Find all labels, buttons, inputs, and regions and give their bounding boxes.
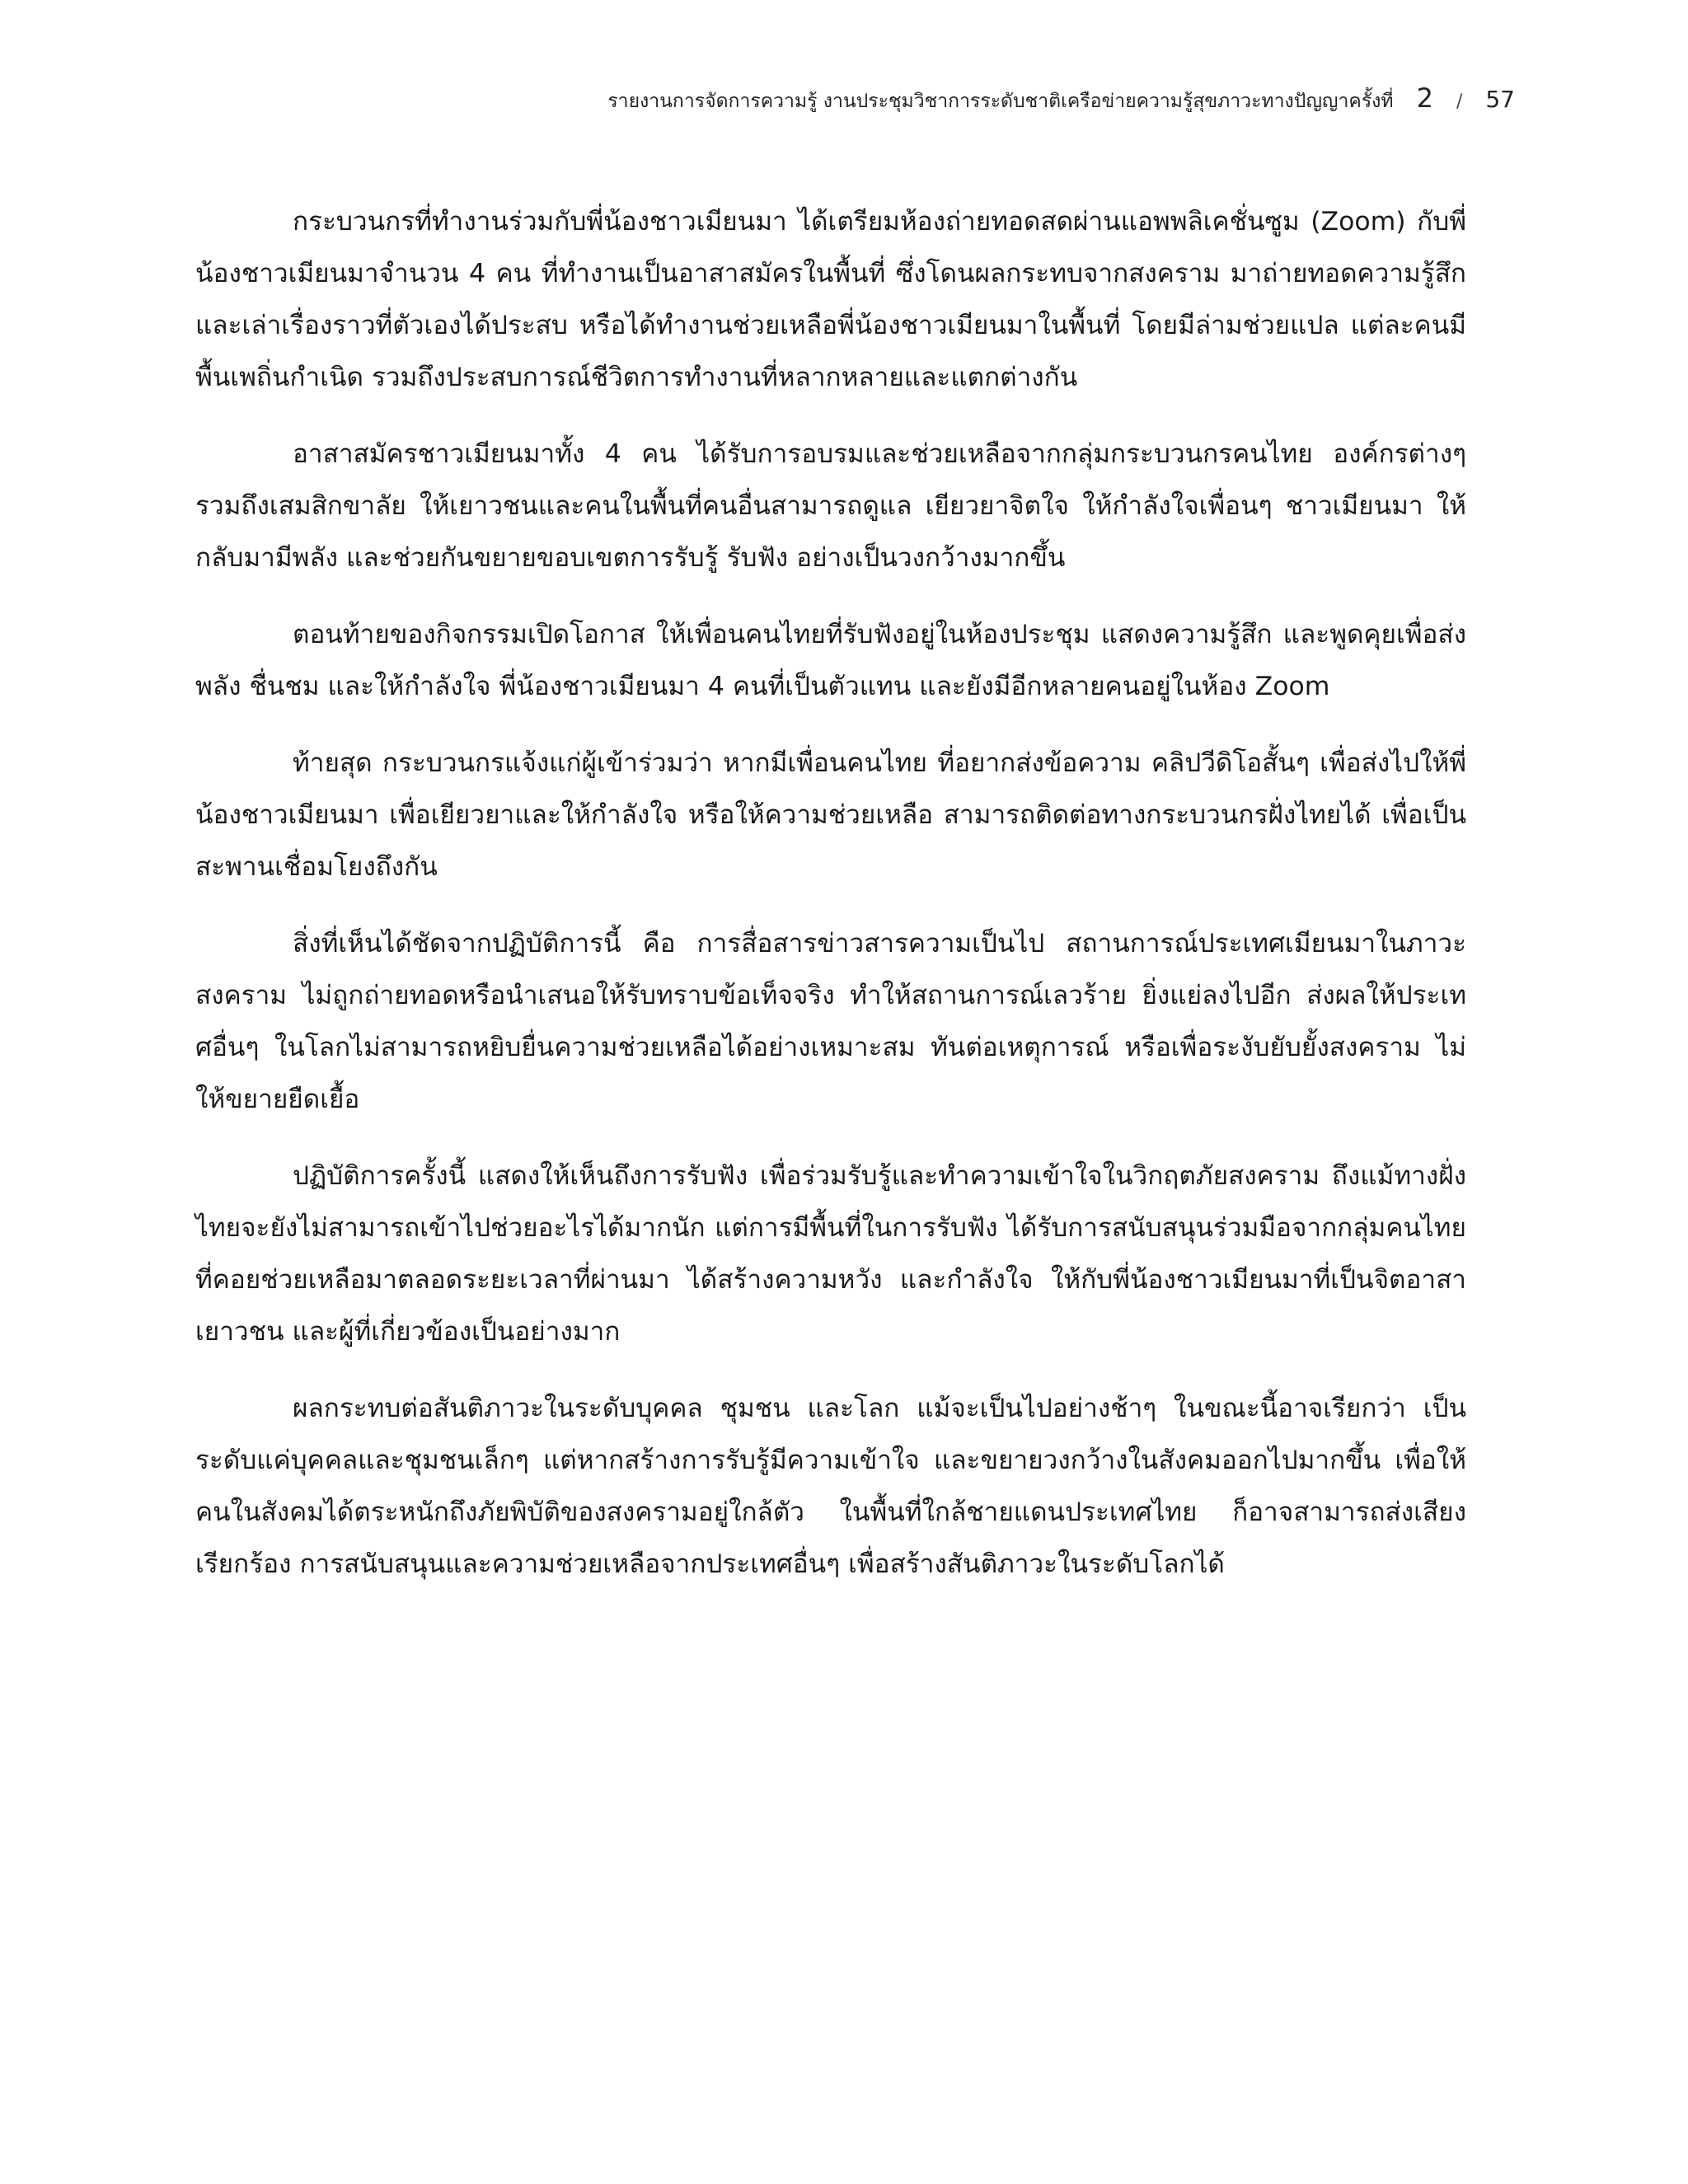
- page-header: [607, 82, 1515, 116]
- document-body: [195, 196, 1466, 1615]
- paragraph-5: สิ่งที่เห็นได้ชัดจากปฏิบัติการนี้ คือ การสื่อสารข่าวสารความเป็นไป สถานการณ์ประเทศเมียนมาในภาวะสงคราม ไม่ถูกถ่ายทอดหรือนำเสนอให้รับทราบข้อเท็จจริง ทำให้สถานการณ์เลวร้าย ยิ่งแย่ลงไปอีก ส่งผลให้ประเทศอื่นๆ ในโลกไม่สามารถหยิบยื่นความช่วยเหลือได้อย่างเหมาะสม ทันต่อเหตุการณ์ หรือเพื่อระงับยับยั้งสงคราม ไม่ให้ขยายยืดเยื้อ: [195, 929, 1466, 1114]
- paragraph-2: อาสาสมัครชาวเมียนมาทั้ง 4 คน ได้รับการอบรมและช่วยเหลือจากกลุ่มกระบวนกรคนไทย องค์กรต่างๆ รวมถึงเสมสิกขาลัย ให้เยาวชนและคนในพื้นที่คนอื่นสามารถดูแล เยียวยาจิตใจ ให้กำลังใจเพื่อนๆ ชาวเมียนมา ให้กลับมามีพลัง และช่วยกันขยายขอบเขตการรับรู้ รับฟัง อย่างเป็นวงกว้างมากขึ้น: [195, 439, 1466, 573]
- running-header-edition: 2: [1416, 82, 1433, 114]
- paragraph-1: กระบวนกรที่ทำงานร่วมกับพี่น้องชาวเมียนมา ได้เตรียมห้องถ่ายทอดสดผ่านแอพพลิเคชั่นซูม (Zoom) กับพี่น้องชาวเมียนมาจำนวน 4 คน ที่ทำงานเป็นอาสาสมัครในพื้นที่ ซึ่งโดนผลกระทบจากสงคราม มาถ่ายทอดความรู้สึก และเล่าเรื่องราวที่ตัวเองได้ประสบ หรือได้ทำงานช่วยเหลือพี่น้องชาวเมียนมาในพื้นที่ โดยมีล่ามช่วยแปล แต่ละคนมีพื้นเพถิ่นกำเนิด รวมถึงประสบการณ์ชีวิตการทำงานที่หลากหลายและแตกต่างกัน: [195, 207, 1466, 392]
- paragraph-7: ผลกระทบต่อสันติภาวะในระดับบุคคล ชุมชน และโลก แม้จะเป็นไปอย่างช้าๆ ในขณะนี้อาจเรียกว่า เป็นระดับแค่บุคคลและชุมชนเล็กๆ แต่หากสร้างการรับรู้มีความเข้าใจ และขยายวงกว้างในสังคมออกไปมากขึ้น เพื่อให้คนในสังคมได้ตระหนักถึงภัยพิบัติของสงครามอยู่ใกล้ตัว ในพื้นที่ใกล้ชายแดนประเทศไทย ก็อาจสามารถส่งเสียงเรียกร้อง การสนับสนุนและความช่วยเหลือจากประเทศอื่นๆ เพื่อสร้างสันติภาวะในระดับโลกได้: [195, 1394, 1466, 1579]
- running-header-separator: /: [1456, 91, 1463, 112]
- page-number: 57: [1485, 86, 1515, 113]
- running-header-title: รายงานการจัดการความรู้ งานประชุมวิชาการระดับชาติเครือข่ายความรู้สุขภาวะทางปัญญาครั้งที่: [607, 91, 1394, 112]
- paragraph-3: ตอนท้ายของกิจกรรมเปิดโอกาส ให้เพื่อนคนไทยที่รับฟังอยู่ในห้องประชุม แสดงความรู้สึก และพูดคุยเพื่อส่งพลัง ชื่นชม และให้กำลังใจ พี่น้องชาวเมียนมา 4 คนที่เป็นตัวแทน และยังมีอีกหลายคนอยู่ในห้อง Zoom: [195, 620, 1466, 701]
- paragraph-4: ท้ายสุด กระบวนกรแจ้งแก่ผู้เข้าร่วมว่า หากมีเพื่อนคนไทย ที่อยากส่งข้อความ คลิปวีดิโอสั้นๆ เพื่อส่งไปให้พี่น้องชาวเมียนมา เพื่อเยียวยาและให้กำลังใจ หรือให้ความช่วยเหลือ สามารถติดต่อทางกระบวนกรฝั่งไทยได้ เพื่อเป็นสะพานเชื่อมโยงถึงกัน: [195, 748, 1466, 882]
- paragraph-6: ปฏิบัติการครั้งนี้ แสดงให้เห็นถึงการรับฟัง เพื่อร่วมรับรู้และทำความเข้าใจในวิกฤตภัยสงคราม ถึงแม้ทางฝั่งไทยจะยังไม่สามารถเข้าไปช่วยอะไรได้มากนัก แต่การมีพื้นที่ในการรับฟัง ได้รับการสนับสนุนร่วมมือจากกลุ่มคนไทย ที่คอยช่วยเหลือมาตลอดระยะเวลาที่ผ่านมา ได้สร้างความหวัง และกำลังใจ ให้กับพี่น้องชาวเมียนมาที่เป็นจิตอาสา เยาวชน และผู้ที่เกี่ยวข้องเป็นอย่างมาก: [195, 1161, 1466, 1347]
